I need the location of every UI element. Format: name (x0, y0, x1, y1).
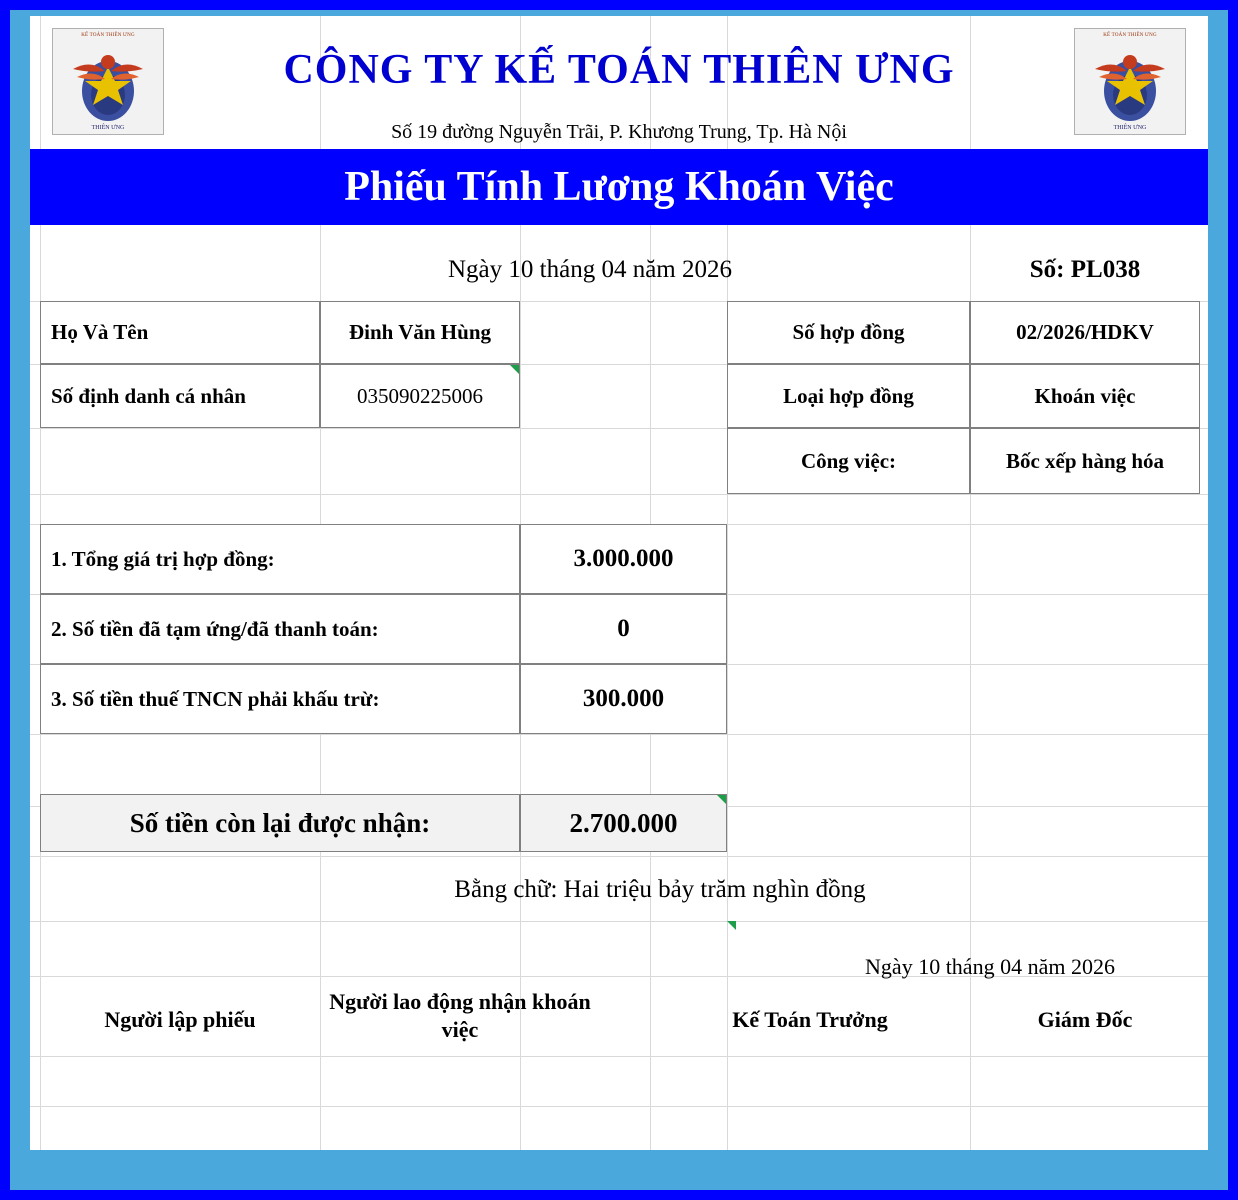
document-title-bar (30, 149, 1208, 225)
frame-band-bottom (10, 1150, 1228, 1190)
contract-number-label: Số hợp đồng (727, 301, 970, 364)
contract-number-value: 02/2026/HDKV (970, 301, 1200, 364)
gridline (30, 856, 1208, 857)
signature-chief-accountant-label: Kế Toán Trưởng (732, 1007, 888, 1032)
company-address: Số 19 đường Nguyễn Trãi, P. Khương Trung, Tp. Hà Nội (391, 121, 847, 143)
document-header (30, 16, 1208, 149)
signature-preparer-label: Người lập phiếu (104, 1007, 256, 1032)
amount-row-value: 300.000 (520, 664, 727, 734)
eagle-emblem-icon (1075, 29, 1185, 134)
total-value (520, 794, 727, 852)
employee-name-label: Họ Và Tên (40, 301, 320, 364)
employee-id-value (320, 364, 520, 428)
document-number: Số: PL038 (1029, 256, 1141, 283)
gridline (30, 1106, 1208, 1107)
gridline (30, 921, 1208, 922)
gridline (30, 1056, 1208, 1057)
svg-text:THIÊN ƯNG: THIÊN ƯNG (91, 125, 125, 131)
amount-row-label: 1. Tổng giá trị hợp đồng: (40, 524, 520, 594)
employee-id-label: Số định danh cá nhân (40, 364, 320, 428)
signature-director-label: Giám Đốc (1037, 1007, 1133, 1032)
gridline (30, 734, 1208, 735)
company-name: CÔNG TY KẾ TOÁN THIÊN ƯNG (283, 47, 955, 93)
total-value-text: 2.700.000 (569, 807, 678, 838)
amount-row-label: 2. Số tiền đã tạm ứng/đã thanh toán: (40, 594, 520, 664)
frame-border-right (1228, 0, 1238, 1200)
total-label: Số tiền còn lại được nhận: (40, 794, 520, 852)
eagle-emblem-icon (53, 29, 163, 134)
frame-border-bottom (0, 1190, 1238, 1200)
employee-name-value: Đinh Văn Hùng (320, 301, 520, 364)
contract-type-value: Khoán việc (970, 364, 1200, 428)
spreadsheet-sheet (30, 16, 1208, 1150)
contract-type-label: Loại hợp đồng (727, 364, 970, 428)
comment-marker-icon (510, 365, 519, 374)
signature-date: Ngày 10 tháng 04 năm 2026 (865, 954, 1115, 979)
gridline (30, 494, 1208, 495)
frame-border-top (0, 0, 1238, 10)
company-logo-left-icon (52, 28, 164, 135)
frame-band-right (1208, 10, 1228, 1190)
employee-id-text: 035090225006 (357, 383, 483, 408)
document-date: Ngày 10 tháng 04 năm 2026 (448, 256, 732, 283)
amount-row-value: 0 (520, 594, 727, 664)
logo-caption: KẾ TOÁN THIÊN ƯNG (81, 33, 135, 38)
comment-marker-icon (717, 795, 726, 804)
signature-worker-label: Người lao động nhận khoán việc (329, 989, 591, 1042)
amount-row-label: 3. Số tiền thuế TNCN phải khấu trừ: (40, 664, 520, 734)
amount-in-words: Bằng chữ: Hai triệu bảy trăm nghìn đồng (454, 876, 866, 903)
frame-band-left (10, 10, 30, 1190)
comment-marker-icon (727, 921, 736, 930)
amount-row-value: 3.000.000 (520, 524, 727, 594)
logo-caption: KẾ TOÁN THIÊN ƯNG (1103, 33, 1157, 38)
contract-job-label: Công việc: (727, 428, 970, 494)
frame-border-left (0, 0, 10, 1200)
contract-job-value: Bốc xếp hàng hóa (970, 428, 1200, 494)
company-logo-right-icon (1074, 28, 1186, 135)
svg-text:THIÊN ƯNG: THIÊN ƯNG (1113, 125, 1147, 131)
page-title: Phiếu Tính Lương Khoán Việc (344, 164, 894, 210)
